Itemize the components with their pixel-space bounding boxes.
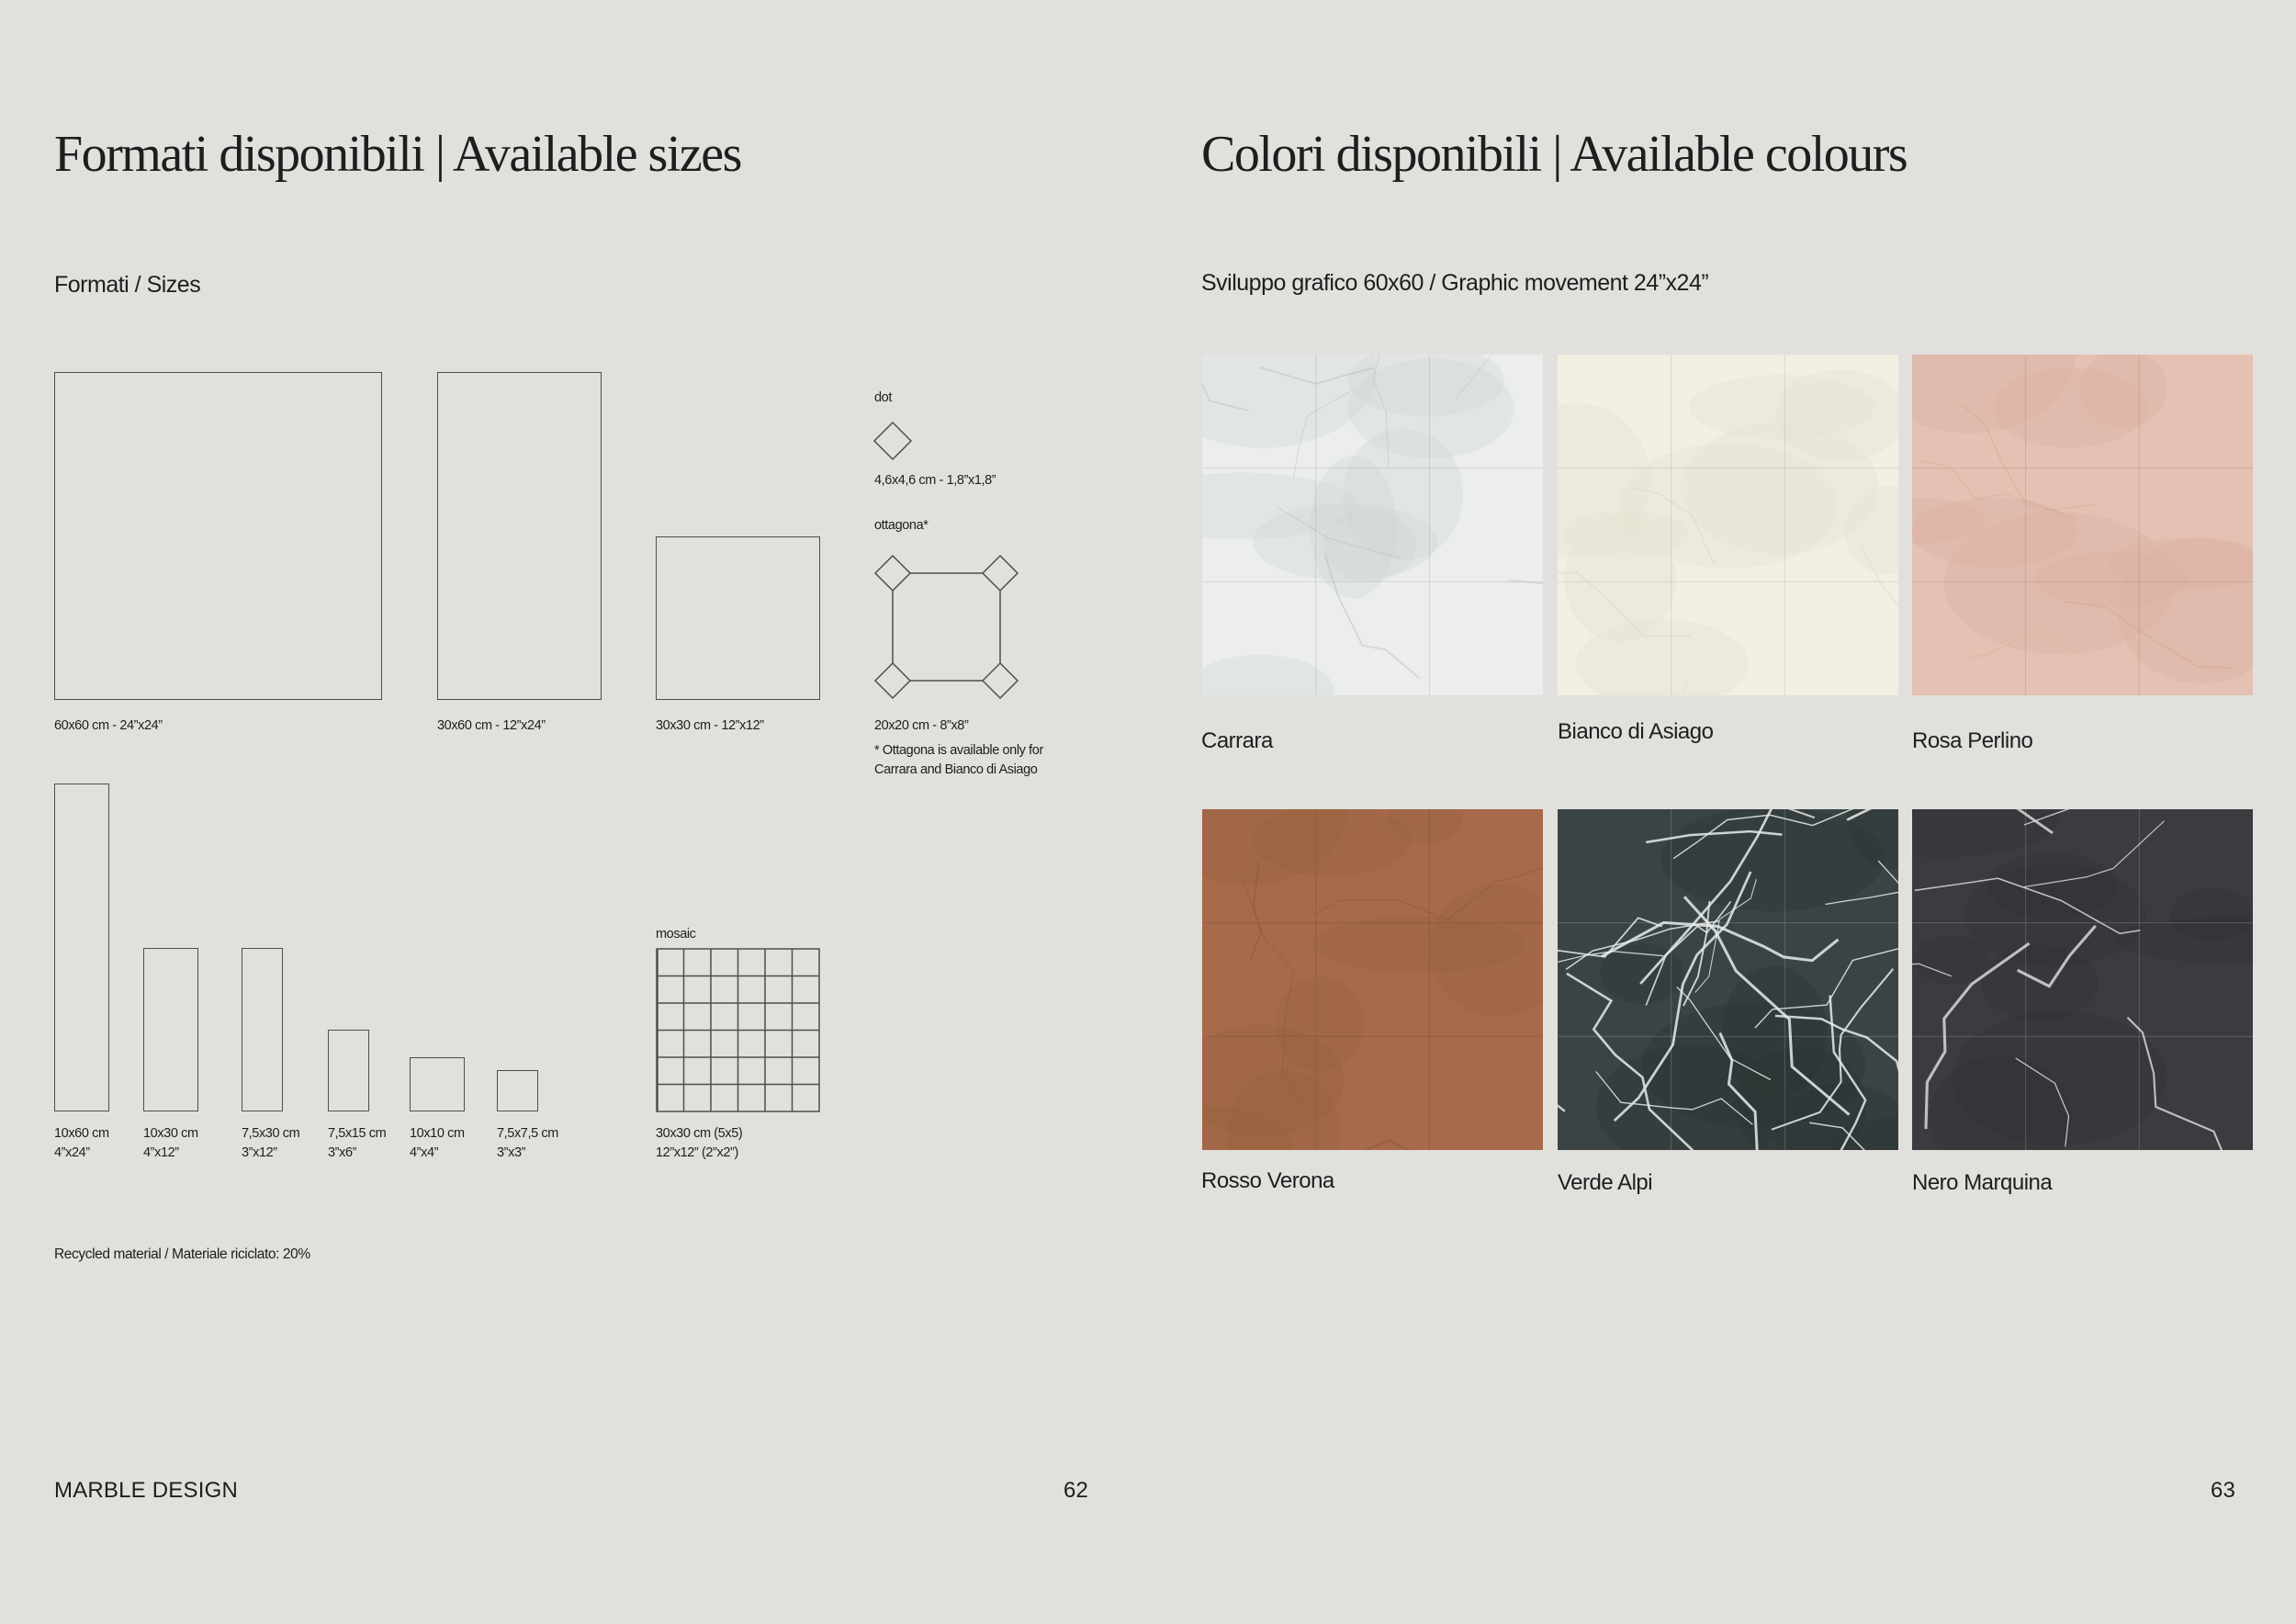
swatch-rosa-perlino: [1912, 355, 2253, 695]
swatch-verde-alpi: [1558, 809, 1898, 1150]
size-label-7-5x7-5-in: 3”x3”: [497, 1145, 526, 1160]
marble-texture: [1558, 809, 1898, 1150]
ottagona-label: ottagona*: [874, 518, 929, 533]
size-outline-7-5x7-5: [497, 1070, 538, 1111]
mosaic-label: mosaic: [656, 927, 696, 942]
size-outline-30x60: [437, 372, 602, 700]
colour-name-rosso-verona: Rosso Verona: [1201, 1168, 1334, 1193]
size-outline-7-5x30: [242, 948, 283, 1111]
page-number-left: 62: [1064, 1478, 1089, 1503]
page-number-right: 63: [2211, 1478, 2236, 1503]
swatch-bianco-di-asiago: [1558, 355, 1898, 695]
swatch-carrara: [1202, 355, 1543, 695]
size-outline-60x60: [54, 372, 382, 700]
ottagona-note-line2: Carrara and Bianco di Asiago: [874, 762, 1038, 777]
dot-shape: [872, 421, 913, 461]
size-label-10x30-cm: 10x30 cm: [143, 1126, 198, 1141]
marble-texture: [1912, 355, 2253, 695]
size-label-60x60: 60x60 cm - 24”x24”: [54, 718, 163, 733]
recycled-note: Recycled material / Materiale riciclato: 20%: [54, 1246, 310, 1262]
size-label-7-5x7-5-cm: 7,5x7,5 cm: [497, 1126, 558, 1141]
mosaic-grid: [656, 948, 821, 1113]
mosaic-size-line2: 12”x12” (2”x2”): [656, 1145, 738, 1160]
colour-name-verde-alpi: Verde Alpi: [1558, 1170, 1653, 1195]
ottagona-shape: [871, 551, 1025, 705]
size-outline-7-5x15: [328, 1030, 369, 1111]
dot-size-label: 4,6x4,6 cm - 1,8”x1,8”: [874, 473, 996, 488]
colours-subtitle: Sviluppo grafico 60x60 / Graphic movement 24”x24”: [1201, 270, 1709, 296]
size-label-10x60-in: 4”x24”: [54, 1145, 90, 1160]
size-label-10x10-in: 4”x4”: [410, 1145, 439, 1160]
size-label-7-5x15-cm: 7,5x15 cm: [328, 1126, 387, 1141]
colour-name-rosa-perlino: Rosa Perlino: [1912, 728, 2033, 753]
right-page-title: Colori disponibili | Available colours: [1201, 126, 1908, 183]
mosaic-size-line1: 30x30 cm (5x5): [656, 1126, 743, 1141]
swatch-rosso-verona: [1202, 809, 1543, 1150]
colour-name-carrara: Carrara: [1201, 728, 1273, 753]
colour-name-bianco-di-asiago: Bianco di Asiago: [1558, 719, 1714, 744]
size-label-30x30: 30x30 cm - 12”x12”: [656, 718, 764, 733]
colour-name-nero-marquina: Nero Marquina: [1912, 1170, 2053, 1195]
marble-texture: [1202, 355, 1543, 695]
brand-footer: MARBLE DESIGN: [54, 1478, 238, 1503]
size-outline-30x30: [656, 536, 820, 700]
size-label-10x30-in: 4”x12”: [143, 1145, 179, 1160]
size-outline-10x60: [54, 784, 109, 1111]
size-label-7-5x15-in: 3”x6”: [328, 1145, 357, 1160]
sizes-subtitle: Formati / Sizes: [54, 272, 201, 298]
marble-texture: [1558, 355, 1898, 695]
dot-label: dot: [874, 390, 892, 405]
left-page-title: Formati disponibili | Available sizes: [54, 126, 741, 183]
marble-texture: [1912, 809, 2253, 1150]
size-label-10x10-cm: 10x10 cm: [410, 1126, 465, 1141]
size-label-7-5x30-cm: 7,5x30 cm: [242, 1126, 300, 1141]
size-label-7-5x30-in: 3”x12”: [242, 1145, 277, 1160]
size-outline-10x30: [143, 948, 198, 1111]
size-label-10x60-cm: 10x60 cm: [54, 1126, 109, 1141]
size-outline-10x10: [410, 1057, 465, 1111]
ottagona-size-label: 20x20 cm - 8”x8”: [874, 718, 969, 733]
size-label-30x60: 30x60 cm - 12”x24”: [437, 718, 546, 733]
marble-texture: [1202, 809, 1543, 1150]
ottagona-note-line1: * Ottagona is available only for: [874, 743, 1043, 758]
swatch-nero-marquina: [1912, 809, 2253, 1150]
